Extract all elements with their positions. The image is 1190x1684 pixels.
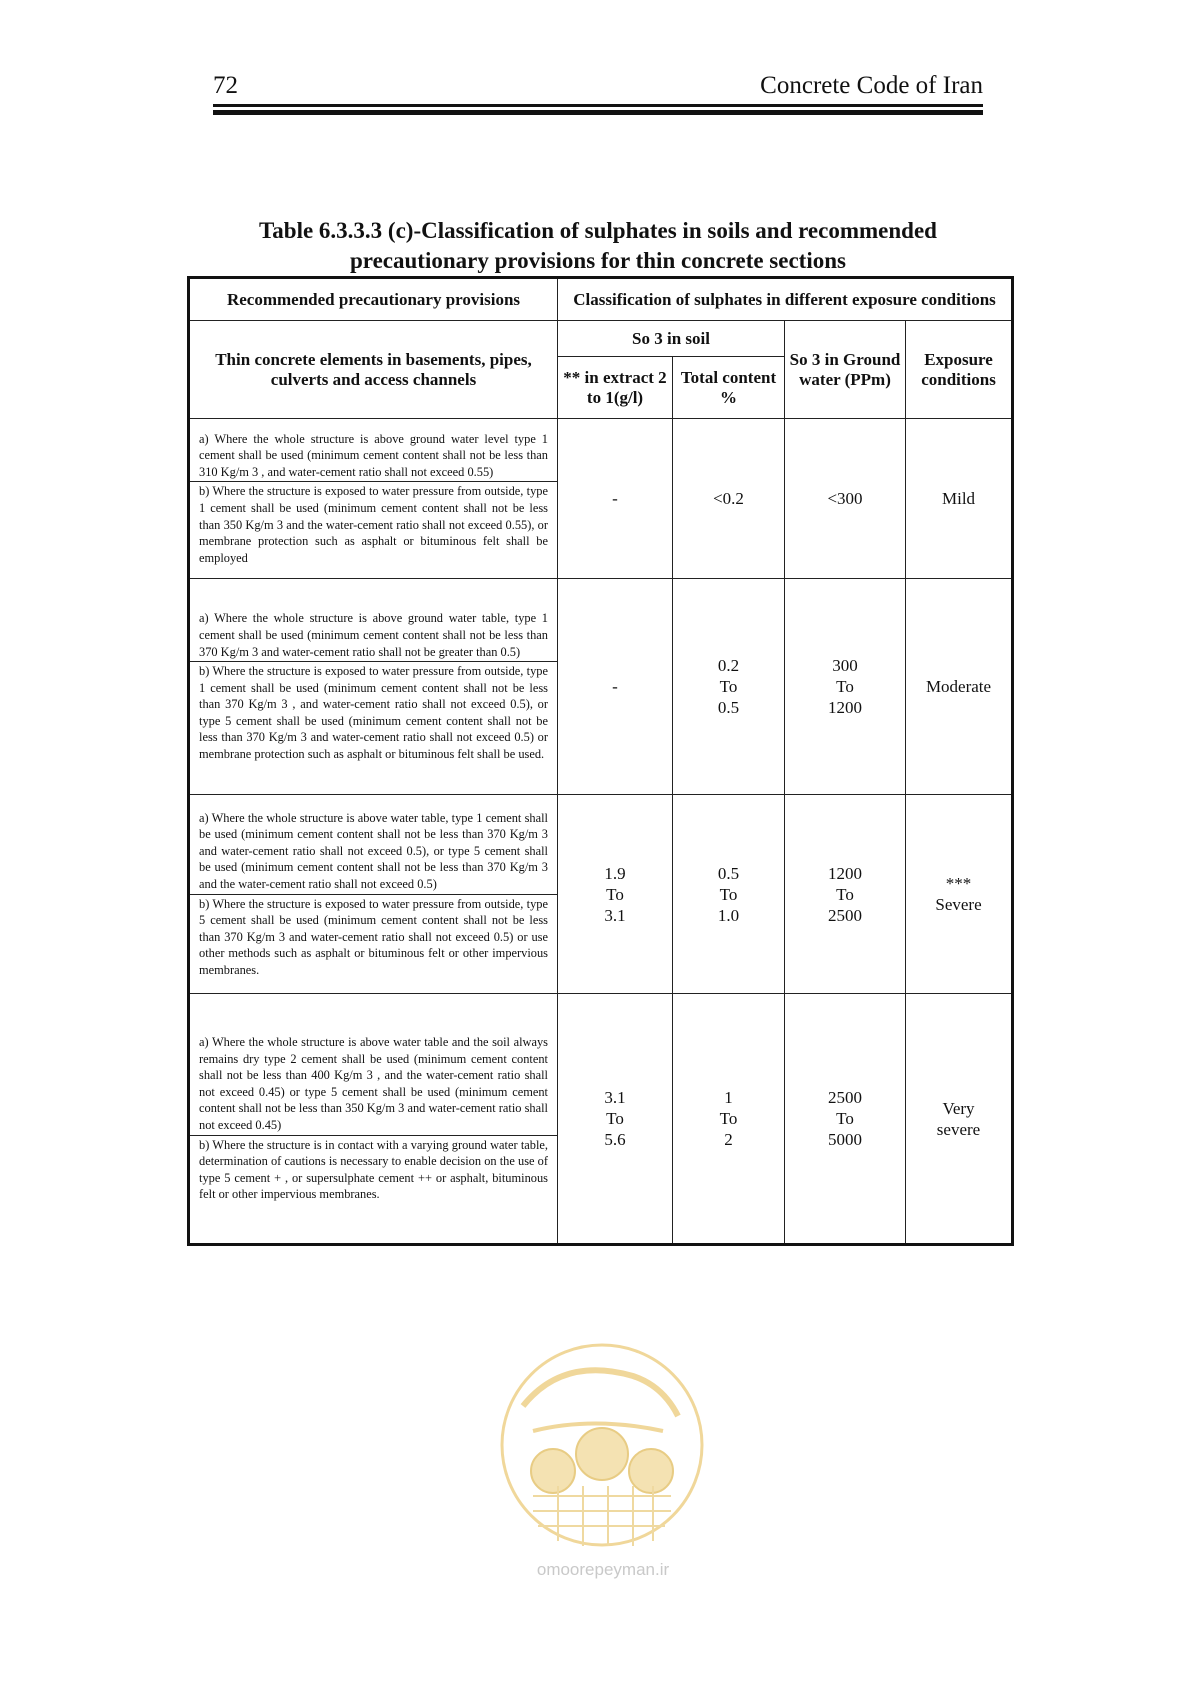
watermark-site: omoorepeyman.ir [536,1560,670,1579]
extract-value: - [558,579,673,795]
provisions-cell [189,419,558,579]
total-content-value: 1 To 2 [673,994,785,1245]
provision-a: a) Where the whole structure is above ground water level type 1 cement shall be used (minimum cement content shall not be less than 310 Kg/m 3 , and water-cement ratio shall not exceed 0.55) [199,431,548,479]
total-content-value: 0.2 To 0.5 [673,579,785,795]
table-row [189,994,1013,1245]
header-rule [213,104,983,107]
gear-seal-logo-icon [493,1336,711,1554]
header-extract: ** in extract 2 to 1(g/l) [558,357,673,419]
table-row [189,419,1013,579]
provision-b: b) Where the structure is exposed to water pressure from outside, type 1 cement shall be used (minimum cement content shall not be less than 370 Kg/m 3 , and water-cement ratio shall not exceed 0.5), or type 5 cement shall be used (minimum cement content shall not be less than 370 Kg/m 3 and water-cement ratio shall not exceed 0.5) or membrane protection such as asphalt or bituminous felt shall be used. [190,661,557,764]
extract-value: - [558,419,673,579]
exposure-value: *** Severe [906,795,1013,994]
provision-b: b) Where the structure is exposed to water pressure from outside, type 5 cement shall be used (minimum cement content shall not be less than 370 Kg/m 3 and water-cement ratio shall not exceed 0.5) or use other methods such as asphalt or bituminous felt or other impervious membranes. [190,894,557,980]
extract-value: 3.1 To 5.6 [558,994,673,1245]
header-rule-thick [213,110,983,115]
header-thin-elements: Thin concrete elements in basements, pipes, culverts and access channels [189,321,558,419]
provisions-cell [189,994,558,1245]
groundwater-value: 1200 To 2500 [785,795,906,994]
sulphate-classification-table [187,276,1014,1246]
provision-a: a) Where the whole structure is above water table and the soil always remains dry type 2 cement shall be used (minimum cement content shall not be less than 400 Kg/m 3 , and the water-cement ratio shall not exceed 0.45) or type 5 cement shall be used (minimum cement content shall not be less than 350 Kg/m 3 and water-cement ratio shall not exceed 0.45) [199,1035,548,1132]
running-title: Concrete Code of Iran [760,72,983,99]
header-so3-groundwater: So 3 in Ground water (PPm) [785,321,906,419]
extract-value: 1.9 To 3.1 [558,795,673,994]
total-content-value: 0.5 To 1.0 [673,795,785,994]
provision-b: b) Where the structure is exposed to water pressure from outside, type 1 cement shall be used (minimum cement content shall not be less than 350 Kg/m 3 and the water-cement ratio shall not exceed 0.55), or membrane protection such as asphalt or bituminous felt shall be employed [190,481,557,567]
header-so3-soil: So 3 in soil [558,321,785,357]
table-title [186,216,1010,276]
header-provisions: Recommended precautionary provisions [189,278,558,321]
groundwater-value: 300 To 1200 [785,579,906,795]
groundwater-value: 2500 To 5000 [785,994,906,1245]
groundwater-value: <300 [785,419,906,579]
provisions-cell [189,579,558,795]
provision-b: b) Where the structure is in contact with a varying ground water table, determination of cautions is necessary to enable decision on the use of type 5 cement + , or supersulphate cement ++ or asphalt, bituminous felt or other impervious membranes. [190,1135,557,1204]
total-content-value: <0.2 [673,419,785,579]
table-row [189,579,1013,795]
header-classification: Classification of sulphates in different exposure conditions [558,278,1013,321]
table-title-line-2: precautionary provisions for thin concrete sections [350,248,846,273]
table-title-line-1: Table 6.3.3.3 (c)-Classification of sulphates in soils and recommended [259,218,937,243]
page-header [213,70,983,110]
provisions-cell [189,795,558,994]
exposure-value: Moderate [906,579,1013,795]
exposure-value: Mild [906,419,1013,579]
total-from: 0.2 [717,656,740,675]
provision-a: a) Where the whole structure is above ground water table, type 1 cement shall be used (minimum cement content shall not be less than 370 Kg/m 3 and water-cement ratio shall not be greater than 0.5) [199,611,548,659]
header-exposure: Exposure conditions [906,321,1013,419]
page-number: 72 [213,72,238,99]
provision-a: a) Where the whole structure is above water table, type 1 cement shall be used (minimum cement content shall not be less than 370 Kg/m 3 and water-cement ratio shall not exceed 0.5), or type 5 cement shall be used (minimum cement content shall not be less than 370 Kg/m 3 and the water-cement ratio shall not exceed 0.5) [199,810,548,891]
header-total-content: Total content % [673,357,785,419]
table-row [189,795,1013,994]
exposure-value: Very severe [906,994,1013,1245]
